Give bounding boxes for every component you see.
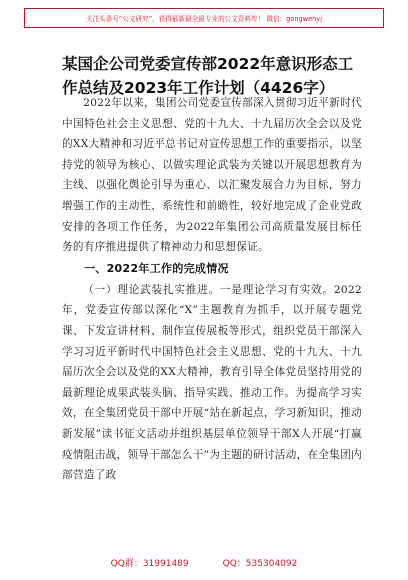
footer-qq-group: QQ群：31991489 [110,559,189,569]
document-body [62,93,362,486]
footer-qq: QQ：535304092 [222,559,298,569]
header-banner-text: 关注头条号“公文研究”，获得最新最全最专业的公文资料库！ 微信：gongwenyj [85,15,323,23]
header-banner [24,8,384,28]
section-paragraph: （一）理论武装扎实推进。一是理论学习有实效。2022年，党委宣传部以深化“X”主题教育为抓手，以开展专题党课、下发宣讲材料、制作宣传展板等形式，组织党员干部深入学习习近平新时代中国特色社会主义思想、党的十九大、十九届历次全会以及党的XX大精神，教育引导全体党员坚持用党的最新理论成果武装头脑、指导实践、推动工作。为提高学习实效，在全集团党员干部中开展“站在新起点，学习新知识，推动新发展”读书征文活动并组织基层单位领导干部X人开展“打赢疫情阻击战，领导干部怎么干”为主题的研讨活动，在全集团内部营造了政 [62,283,362,482]
intro-paragraph: 2022年以来，集团公司党委宣传部深入贯彻习近平新时代中国特色社会主义思想、党的十九大、十九届历次全会以及党的XX大精神和习近平总书记对宣传思想工作的重要指示，以坚持党的领导为核心、以做实理论武装为关键以开展思想教育为主线、以强化舆论引导为重心、以汇聚发展合力为目标，努力增强工作的主动性、系统性和前瞻性，较好地完成了企业党政安排的各项工作任务，为2022年集团公司高质量发展目标任务的有序推进提供了精神动力和思想保证。 [62,97,362,254]
footer [0,556,408,572]
document-title: 某国企公司党委宣传部2022年意识形态工作总结及2023年工作计划（4426字） [62,55,354,97]
section-heading: 一、2022年工作的完成情况 [84,261,229,275]
